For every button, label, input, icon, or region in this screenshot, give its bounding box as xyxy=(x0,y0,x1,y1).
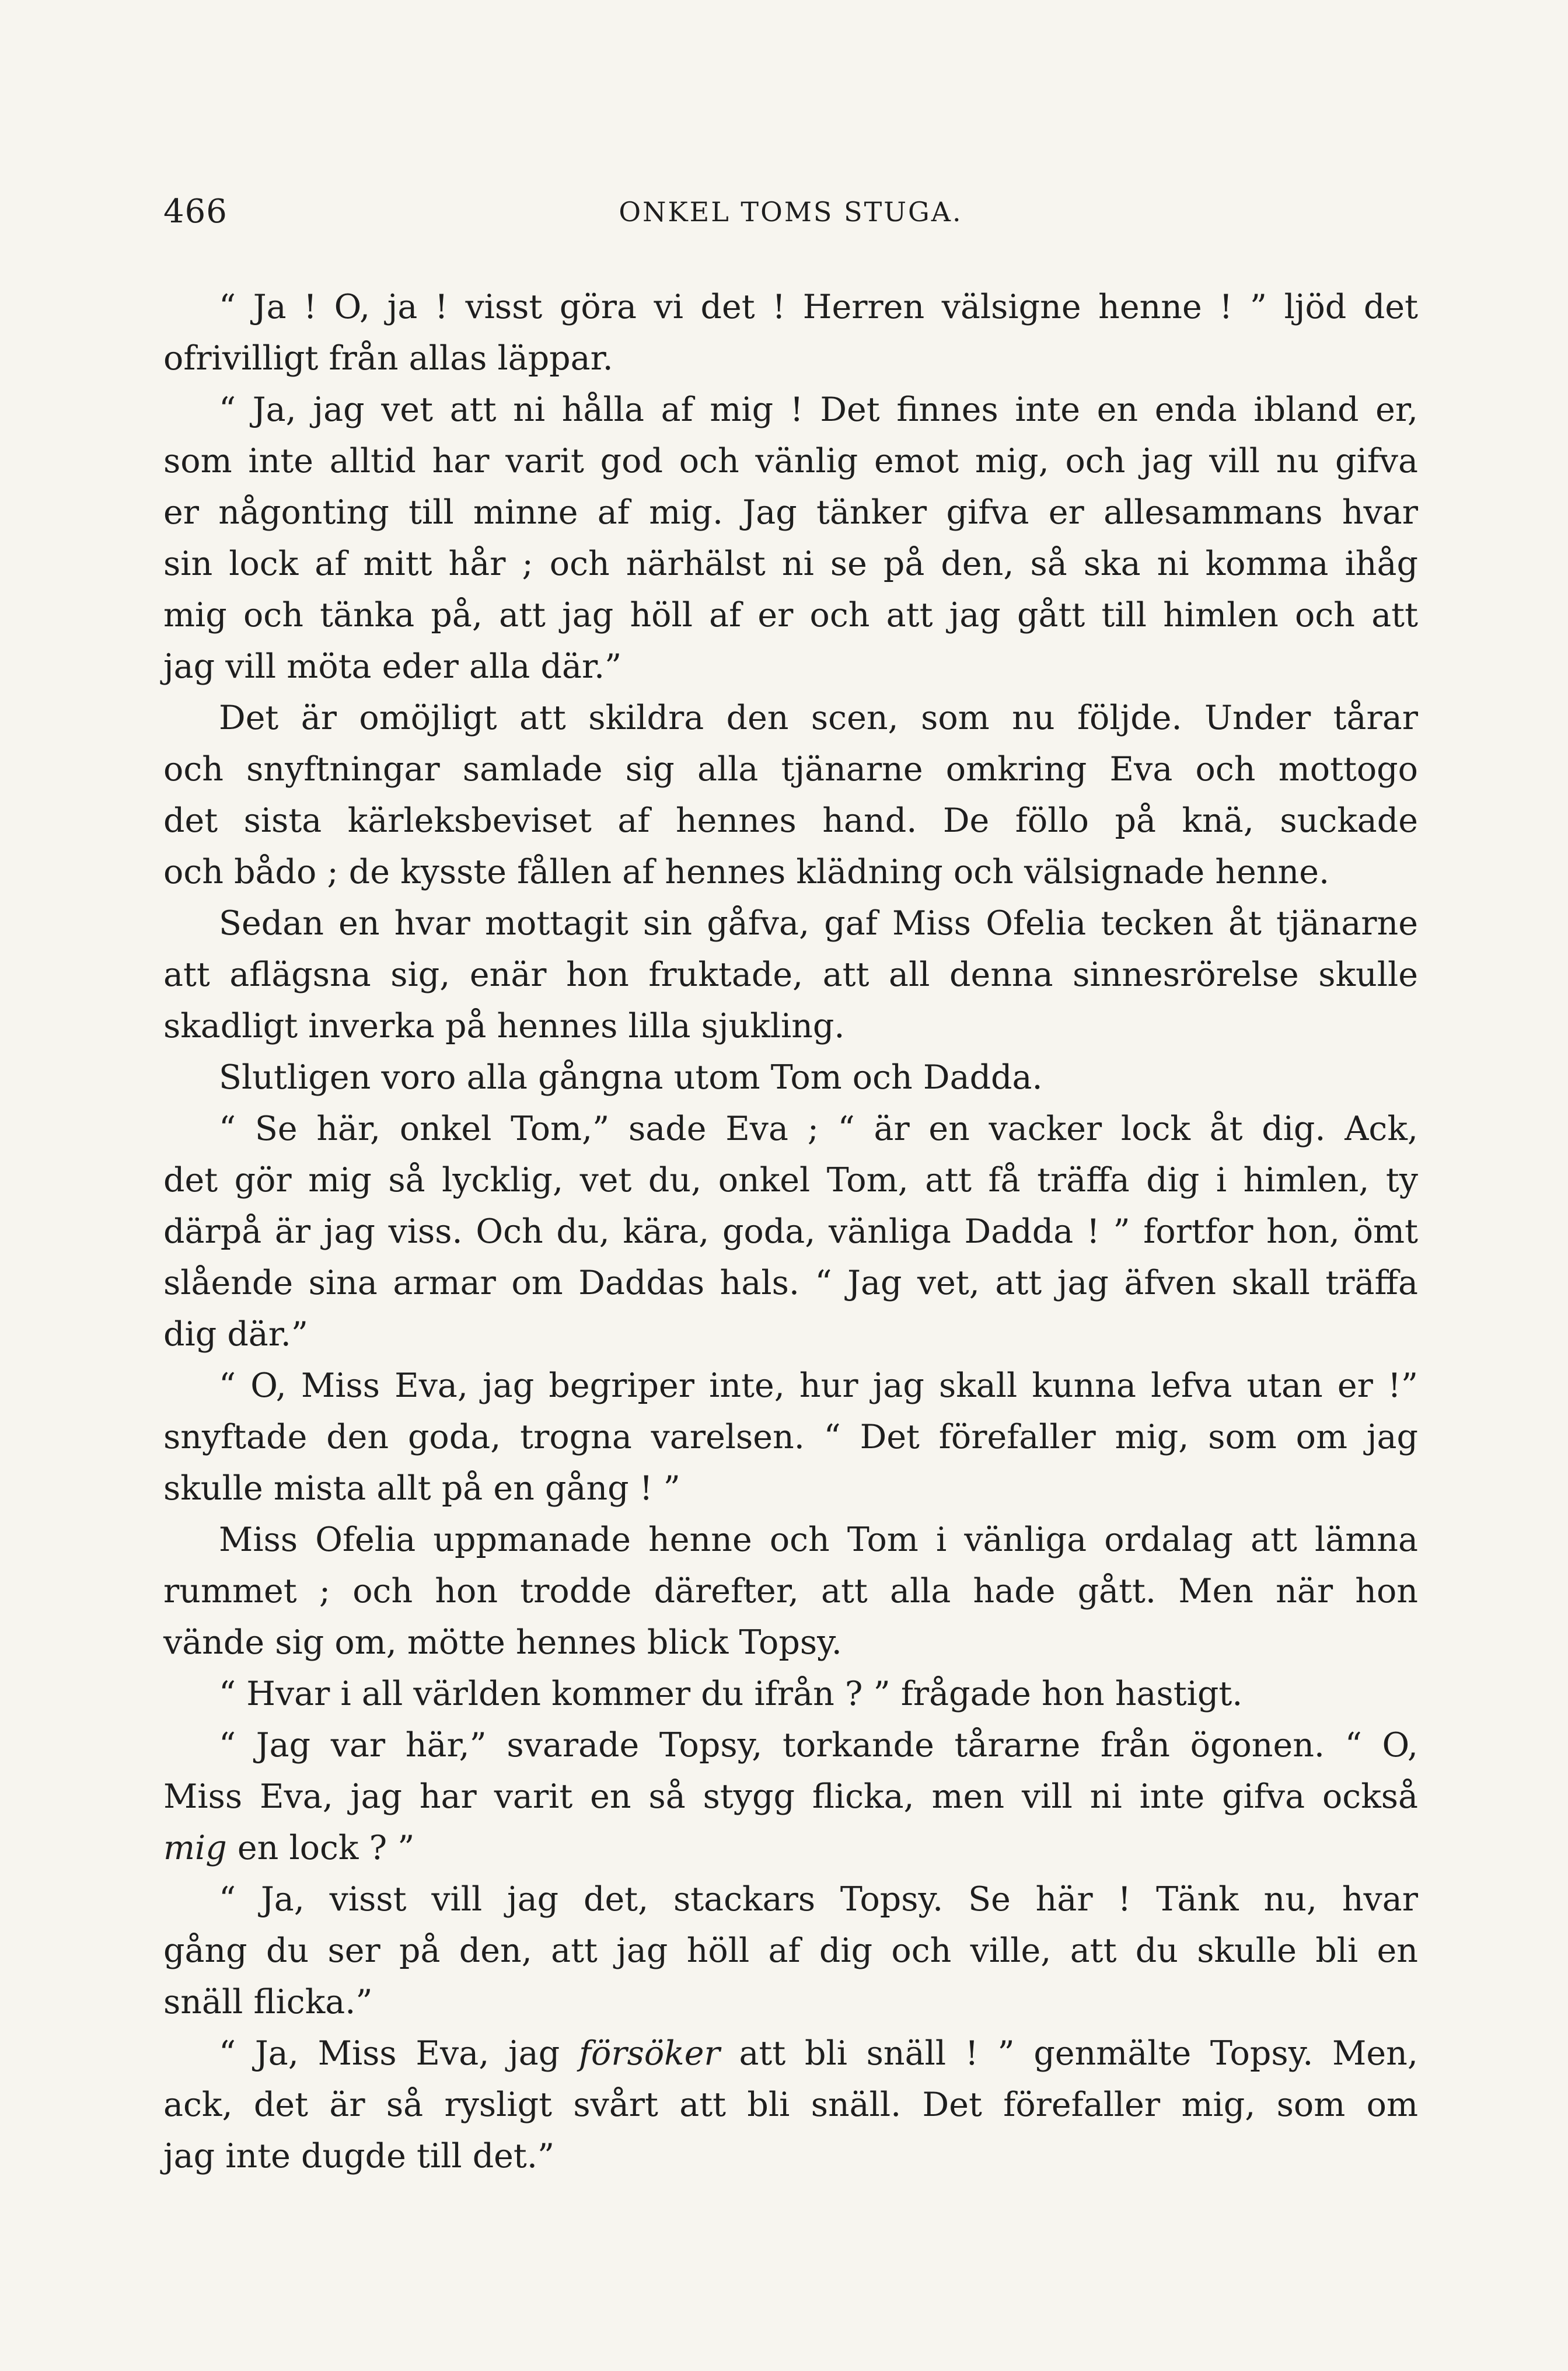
text-line: och bådo ; de kysste fållen af hennes klädning och välsignade henne. xyxy=(163,853,1330,891)
text-line: Miss Ofelia uppmanade henne och Tom i vänliga ordalag att lämna xyxy=(219,1521,1418,1559)
text-line xyxy=(163,2028,1418,2079)
text-line: gång du ser på den, att jag höll af dig och ville, att du skulle bli en xyxy=(163,1931,1418,1970)
text-line: ack, det är så rysligt svårt att bli snäll. Det förefaller mig, som om xyxy=(163,2086,1418,2124)
text-line: därpå är jag viss. Och du, kära, goda, vänliga Dadda ! ” fortfor hon, ömt xyxy=(163,1212,1418,1251)
text-line: “ O, Miss Eva, jag begriper inte, hur jag skall kunna lefva utan er !” xyxy=(219,1366,1418,1405)
text-line: det sista kärleksbeviset af hennes hand. De föllo på knä, suckade xyxy=(163,801,1418,840)
text-line: “ Ja ! O, ja ! visst göra vi det ! Herren välsigne henne ! ” ljöd det xyxy=(219,288,1418,326)
text-line: skulle mista allt på en gång ! ” xyxy=(163,1469,680,1508)
running-title: ONKEL TOMS STUGA. xyxy=(619,196,963,228)
text-line: dig där.” xyxy=(163,1315,309,1354)
text-line: att aflägsna sig, enär hon fruktade, att all denna sinnesrörelse skulle xyxy=(163,956,1418,994)
text-line: sin lock af mitt hår ; och närhälst ni se på den, så ska ni komma ihåg xyxy=(163,545,1418,583)
text-line: ofrivilligt från allas läppar. xyxy=(163,339,613,378)
text-line: Sedan en hvar mottagit sin gåfva, gaf Miss Ofelia tecken åt tjänarne xyxy=(219,904,1418,943)
text-segment: “ Ja, Miss Eva, jag xyxy=(219,2034,579,2073)
italic-text: mig xyxy=(163,1829,227,1867)
text-line: “ Ja, visst vill jag det, stackars Topsy. Se här ! Tänk nu, hvar xyxy=(219,1880,1418,1919)
text-segment: att bli snäll ! ” genmälte Topsy. Men, xyxy=(720,2034,1418,2073)
page-header xyxy=(163,193,1418,239)
body-text xyxy=(163,281,1418,2182)
italic-text: försöker xyxy=(578,2034,720,2073)
text-line: jag inte dugde till det.” xyxy=(163,2137,555,2175)
text-line: Miss Eva, jag har varit en så stygg flicka, men vill ni inte gifva också xyxy=(163,1777,1418,1816)
text-line: “ Hvar i all världen kommer du ifrån ? ” frågade hon hastigt. xyxy=(219,1675,1243,1713)
text-line: skadligt inverka på hennes lilla sjukling. xyxy=(163,1007,845,1045)
text-line: snäll flicka.” xyxy=(163,1983,373,2021)
text-line: slående sina armar om Daddas hals. “ Jag vet, att jag äfven skall träffa xyxy=(163,1264,1418,1302)
text-line: Det är omöjligt att skildra den scen, som nu följde. Under tårar xyxy=(219,699,1418,737)
text-line: och snyftningar samlade sig alla tjänarne omkring Eva och mottogo xyxy=(163,750,1418,789)
text-line: er någonting till minne af mig. Jag tänker gifva er allesammans hvar xyxy=(163,493,1418,532)
text-line: Slutligen voro alla gångna utom Tom och Dadda. xyxy=(219,1058,1043,1097)
text-line: “ Se här, onkel Tom,” sade Eva ; “ är en vacker lock åt dig. Ack, xyxy=(219,1110,1418,1148)
text-line: “ Jag var här,” svarade Topsy, torkande tårarne från ögonen. “ O, xyxy=(219,1726,1418,1765)
text-line: jag vill möta eder alla där.” xyxy=(163,647,622,686)
text-line: som inte alltid har varit god och vänlig emot mig, och jag vill nu gifva xyxy=(163,442,1418,480)
text-line: vände sig om, mötte hennes blick Topsy. xyxy=(163,1623,842,1662)
text-line xyxy=(163,1822,1418,1874)
text-line: mig och tänka på, att jag höll af er och att jag gått till himlen och att xyxy=(163,596,1418,634)
text-line: rummet ; och hon trodde därefter, att alla hade gått. Men när hon xyxy=(163,1572,1418,1610)
text-line: “ Ja, jag vet att ni hålla af mig ! Det finnes inte en enda ibland er, xyxy=(219,390,1418,429)
page-number: 466 xyxy=(163,193,228,231)
text-segment: en lock ? ” xyxy=(226,1829,415,1867)
text-line: det gör mig så lycklig, vet du, onkel Tom, att få träffa dig i himlen, ty xyxy=(163,1161,1418,1200)
text-line: snyftade den goda, trogna varelsen. “ Det förefaller mig, som om jag xyxy=(163,1418,1418,1456)
